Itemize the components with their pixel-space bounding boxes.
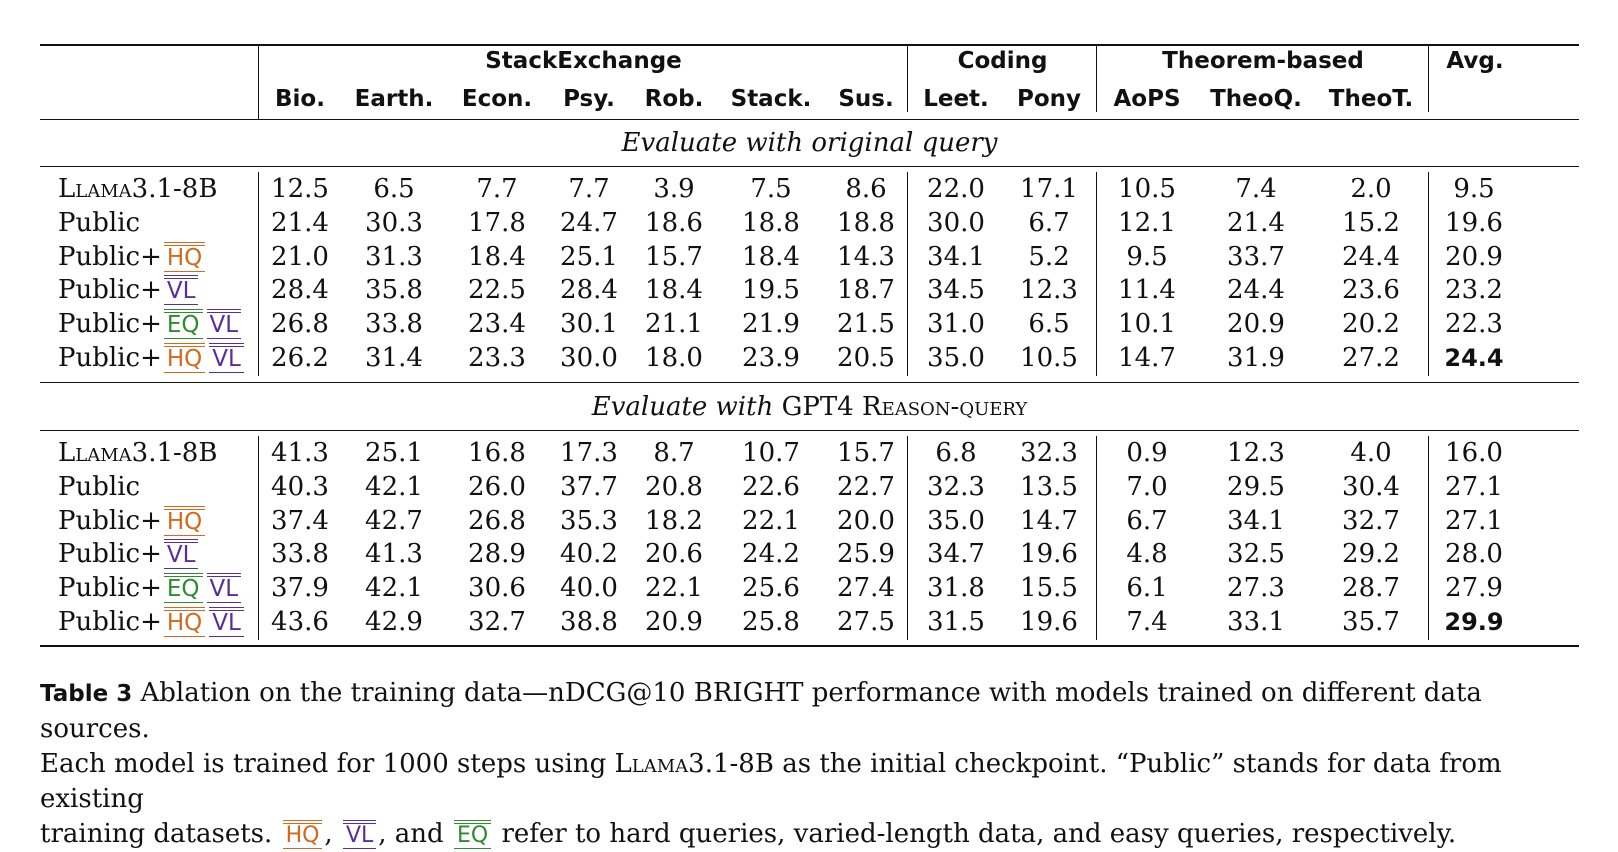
group-coding: Coding — [957, 48, 1048, 74]
section1-title — [40, 126, 1579, 160]
section2-title-text: Evaluate with — [591, 392, 774, 422]
table-cell: 12.1 — [1118, 207, 1176, 238]
table-cell: 18.4 — [468, 241, 526, 272]
caption-tag-vl: VL — [343, 820, 376, 849]
table-cell: 27.4 — [837, 573, 895, 604]
table-cell: 41.3 — [271, 438, 329, 468]
table-cell: 24.2 — [742, 539, 800, 570]
row-label — [58, 470, 140, 505]
table-cell: 20.8 — [645, 471, 703, 502]
table-cell: 30.6 — [468, 573, 526, 604]
table-cell: 16.8 — [468, 438, 526, 468]
row-label-text: Public+ — [58, 607, 162, 637]
table-cell: 20.0 — [837, 505, 895, 536]
caption-sep-2: , and — [378, 819, 444, 849]
table-cell: 20.5 — [837, 343, 895, 373]
table-cell: 19.6 — [1020, 607, 1078, 637]
column-header: Pony — [1016, 86, 1082, 112]
table-cell: 20.9 — [1227, 309, 1285, 340]
row-label — [58, 341, 246, 376]
table-row — [0, 537, 1618, 572]
table-cell: 31.8 — [927, 573, 985, 604]
caption-label: Table 3 — [40, 681, 133, 707]
table-cell: 12.5 — [271, 174, 329, 204]
column-header: AoPS — [1113, 86, 1181, 112]
table-cell: 28.9 — [468, 539, 526, 570]
table-cell: 3.9 — [653, 174, 695, 204]
table-cell: 30.1 — [560, 309, 618, 340]
data-tag-hq: HQ — [164, 242, 205, 272]
table-cell: 37.7 — [560, 471, 618, 502]
table-cell: 41.3 — [365, 539, 423, 570]
table-cell: 34.1 — [1227, 505, 1285, 536]
row-label-text: Public — [58, 471, 141, 502]
row-label — [58, 206, 140, 241]
table-cell: 7.5 — [750, 174, 792, 204]
table-cell: 2.0 — [1350, 174, 1392, 204]
table-cell: 42.7 — [365, 505, 423, 536]
table-cell: 23.9 — [742, 343, 800, 373]
table-row — [0, 470, 1618, 505]
table-cell: 7.0 — [1126, 471, 1168, 502]
table-cell: 5.2 — [1028, 241, 1070, 272]
data-tag-eq: EQ — [164, 573, 203, 603]
table-cell: 6.5 — [1028, 309, 1070, 340]
row-label-text: Llama3.1-8B — [58, 174, 218, 204]
avg-cell: 27.9 — [1445, 573, 1503, 604]
table-cell: 31.5 — [927, 607, 985, 637]
table-cell: 24.4 — [1227, 275, 1285, 306]
column-header: Econ. — [461, 86, 533, 112]
avg-cell-best: 29.9 — [1444, 608, 1504, 636]
table-cell: 40.0 — [560, 573, 618, 604]
table-cell: 31.3 — [365, 241, 423, 272]
table-cell: 0.9 — [1126, 438, 1168, 468]
data-tag-vl: VL — [207, 573, 242, 603]
table-cell: 22.7 — [837, 471, 895, 502]
table-cell: 32.7 — [468, 607, 526, 637]
table-cell: 27.5 — [837, 607, 895, 637]
table-cell: 15.5 — [1020, 573, 1078, 604]
table-cell: 35.7 — [1342, 607, 1400, 637]
table-cell: 6.8 — [935, 438, 977, 468]
row-label — [58, 240, 207, 275]
table-row — [0, 172, 1618, 207]
caption-line-3 — [40, 817, 1585, 852]
table-cell: 34.5 — [927, 275, 985, 306]
table-cell: 18.4 — [645, 275, 703, 306]
row-label-text: Public+ — [58, 275, 162, 306]
table-cell: 18.0 — [645, 343, 703, 373]
table-cell: 21.1 — [645, 309, 703, 340]
data-tag-vl: VL — [209, 343, 244, 373]
table-cell: 6.5 — [373, 174, 415, 204]
table-row — [0, 341, 1618, 376]
row-label-text: Llama3.1-8B — [58, 438, 218, 468]
row-label-text: Public — [58, 207, 141, 238]
caption-line-1 — [40, 676, 1585, 747]
bottom-rule — [40, 645, 1579, 647]
table-cell: 27.3 — [1227, 573, 1285, 604]
caption-text-1: Ablation on the training data—nDCG@10 BRIGHT performance with models trained on different data sources. — [40, 678, 1482, 744]
table-cell: 8.6 — [845, 174, 887, 204]
avg-cell: 16.0 — [1445, 438, 1503, 468]
section1-title-text: Evaluate with original query — [621, 128, 998, 158]
table-row — [0, 240, 1618, 275]
table-cell: 42.1 — [365, 573, 423, 604]
table-cell: 9.5 — [1126, 241, 1168, 272]
table-cell: 32.7 — [1342, 505, 1400, 536]
table-cell: 35.0 — [927, 505, 985, 536]
table-cell: 27.2 — [1342, 343, 1400, 373]
table-cell: 15.2 — [1342, 207, 1400, 238]
caption-text-3a: training datasets. — [40, 819, 273, 849]
group-avg: Avg. — [1446, 48, 1504, 74]
table-cell: 7.4 — [1126, 607, 1168, 637]
table-cell: 21.4 — [271, 207, 329, 238]
column-header: Psy. — [563, 86, 615, 112]
table-cell: 10.1 — [1118, 309, 1176, 340]
table-cell: 32.3 — [1020, 438, 1078, 468]
column-header: Sus. — [838, 86, 894, 112]
table-cell: 31.9 — [1227, 343, 1285, 373]
avg-cell: 19.6 — [1445, 207, 1503, 238]
row-label — [58, 504, 207, 539]
table-cell: 17.3 — [560, 438, 618, 468]
caption-text-2b: as the initial checkpoint. “Public” stands for data from existing — [40, 749, 1502, 814]
table-cell: 10.5 — [1020, 343, 1078, 373]
row-label — [58, 571, 243, 606]
row-label-text: Public+ — [58, 241, 162, 272]
avg-cell: 22.3 — [1445, 309, 1503, 340]
data-tag-vl: VL — [207, 309, 242, 339]
table-row — [0, 436, 1618, 471]
caption-text-2a: Each model is trained for 1000 steps using — [40, 749, 607, 779]
table-cell: 26.0 — [468, 471, 526, 502]
table-cell: 25.6 — [742, 573, 800, 604]
table-cell: 11.4 — [1118, 275, 1176, 306]
table-cell: 7.7 — [476, 174, 518, 204]
table-cell: 26.8 — [468, 505, 526, 536]
data-tag-hq: HQ — [164, 506, 205, 536]
table-cell: 28.4 — [271, 275, 329, 306]
table-cell: 42.1 — [365, 471, 423, 502]
column-header: Bio. — [275, 86, 325, 112]
table-cell: 18.2 — [645, 505, 703, 536]
caption-sep-1: , — [324, 819, 333, 849]
table-cell: 23.4 — [468, 309, 526, 340]
table-cell: 28.4 — [560, 275, 618, 306]
column-header: Leet. — [923, 86, 989, 112]
table-cell: 32.3 — [927, 471, 985, 502]
table-cell: 40.3 — [271, 471, 329, 502]
avg-cell: 27.1 — [1445, 471, 1503, 502]
column-header: TheoQ. — [1210, 86, 1302, 112]
table-cell: 30.0 — [560, 343, 618, 373]
table-cell: 23.6 — [1342, 275, 1400, 306]
table-cell: 31.0 — [927, 309, 985, 340]
table-cell: 7.4 — [1235, 174, 1277, 204]
section2-title-rule — [40, 430, 1579, 431]
table-cell: 34.1 — [927, 241, 985, 272]
row-label-text: Public+ — [58, 539, 162, 570]
column-header: Stack. — [730, 86, 812, 112]
table-cell: 15.7 — [645, 241, 703, 272]
section-divider-rule — [40, 382, 1579, 383]
table-cell: 18.4 — [742, 241, 800, 272]
table-cell: 19.6 — [1020, 539, 1078, 570]
table-cell: 40.2 — [560, 539, 618, 570]
table-cell: 25.8 — [742, 607, 800, 637]
table-cell: 18.8 — [742, 207, 800, 238]
table-cell: 20.9 — [645, 607, 703, 637]
table-cell: 4.8 — [1126, 539, 1168, 570]
table-row — [0, 605, 1618, 640]
row-label — [58, 172, 217, 207]
row-label-text: Public+ — [58, 573, 162, 604]
table-row — [0, 571, 1618, 606]
avg-cell: 28.0 — [1445, 539, 1503, 570]
table-cell: 28.7 — [1342, 573, 1400, 604]
table-cell: 35.0 — [927, 343, 985, 373]
table-cell: 32.5 — [1227, 539, 1285, 570]
table-cell: 21.0 — [271, 241, 329, 272]
table-cell: 14.7 — [1118, 343, 1176, 373]
caption-tag-hq: HQ — [283, 820, 323, 849]
caption-model-name: Llama3.1-8B — [614, 749, 774, 779]
table-cell: 25.1 — [365, 438, 423, 468]
table-cell: 23.3 — [468, 343, 526, 373]
table-cell: 37.9 — [271, 573, 329, 604]
table-cell: 14.7 — [1020, 505, 1078, 536]
data-tag-hq: HQ — [164, 607, 205, 637]
data-tag-eq: EQ — [164, 309, 203, 339]
table-cell: 21.5 — [837, 309, 895, 340]
group-theorem: Theorem-based — [1162, 48, 1364, 74]
table-caption — [40, 676, 1585, 852]
table-cell: 8.7 — [653, 438, 695, 468]
table-cell: 25.1 — [560, 241, 618, 272]
table-row — [0, 504, 1618, 539]
column-header: Earth. — [354, 86, 434, 112]
table-cell: 18.6 — [645, 207, 703, 238]
avg-cell-best: 24.4 — [1444, 344, 1504, 372]
table-cell: 43.6 — [271, 607, 329, 637]
table-row — [0, 307, 1618, 342]
table-cell: 31.4 — [365, 343, 423, 373]
table-cell: 38.8 — [560, 607, 618, 637]
row-label-text: Public+ — [58, 343, 162, 373]
table-cell: 29.2 — [1342, 539, 1400, 570]
table-cell: 6.1 — [1126, 573, 1168, 604]
section1-title-rule — [40, 166, 1579, 167]
table-row — [0, 206, 1618, 241]
avg-cell: 27.1 — [1445, 505, 1503, 536]
table-cell: 20.2 — [1342, 309, 1400, 340]
table-cell: 10.7 — [742, 438, 800, 468]
table-cell: 30.4 — [1342, 471, 1400, 502]
table-cell: 13.5 — [1020, 471, 1078, 502]
row-label — [58, 605, 246, 640]
table-cell: 7.7 — [568, 174, 610, 204]
table-cell: 10.5 — [1118, 174, 1176, 204]
table-cell: 33.8 — [365, 309, 423, 340]
table-cell: 12.3 — [1227, 438, 1285, 468]
table-cell: 26.8 — [271, 309, 329, 340]
table-cell: 42.9 — [365, 607, 423, 637]
data-tag-hq: HQ — [164, 343, 205, 373]
section2-title-model: GPT4 Reason-query — [781, 392, 1028, 422]
table-cell: 24.4 — [1342, 241, 1400, 272]
data-tag-vl: VL — [209, 607, 244, 637]
table-cell: 37.4 — [271, 505, 329, 536]
table-cell: 33.8 — [271, 539, 329, 570]
header-rule — [40, 119, 1579, 120]
table-cell: 35.3 — [560, 505, 618, 536]
table-cell: 18.7 — [837, 275, 895, 306]
table-cell: 33.7 — [1227, 241, 1285, 272]
table-cell: 30.0 — [927, 207, 985, 238]
row-label-text: Public+ — [58, 309, 162, 340]
table-cell: 21.9 — [742, 309, 800, 340]
caption-text-3b: refer to hard queries, varied-length data, and easy queries, respectively. — [501, 819, 1457, 849]
table-cell: 35.8 — [365, 275, 423, 306]
table-cell: 33.1 — [1227, 607, 1285, 637]
data-tag-vl: VL — [164, 275, 199, 305]
table-cell: 20.6 — [645, 539, 703, 570]
table-cell: 22.0 — [927, 174, 985, 204]
avg-cell: 23.2 — [1445, 275, 1503, 306]
column-header: Rob. — [644, 86, 704, 112]
table-cell: 17.8 — [468, 207, 526, 238]
table-cell: 24.7 — [560, 207, 618, 238]
table-cell: 21.4 — [1227, 207, 1285, 238]
table-cell: 22.1 — [645, 573, 703, 604]
table-cell: 25.9 — [837, 539, 895, 570]
row-label — [58, 273, 200, 308]
vrule-header-4 — [1428, 46, 1429, 112]
table-cell: 30.3 — [365, 207, 423, 238]
row-label — [58, 436, 217, 471]
table-cell: 6.7 — [1126, 505, 1168, 536]
table-cell: 17.1 — [1020, 174, 1078, 204]
data-tag-vl: VL — [164, 539, 199, 569]
table-cell: 6.7 — [1028, 207, 1070, 238]
section2-title — [40, 390, 1579, 424]
table-cell: 19.5 — [742, 275, 800, 306]
table-cell: 14.3 — [837, 241, 895, 272]
column-header: TheoT. — [1328, 86, 1414, 112]
table-cell: 22.5 — [468, 275, 526, 306]
table-cell: 26.2 — [271, 343, 329, 373]
table-cell: 4.0 — [1350, 438, 1392, 468]
avg-cell: 9.5 — [1453, 174, 1495, 204]
row-label-text: Public+ — [58, 505, 162, 536]
avg-cell: 20.9 — [1445, 241, 1503, 272]
table-cell: 12.3 — [1020, 275, 1078, 306]
table-cell: 22.6 — [742, 471, 800, 502]
caption-line-2 — [40, 747, 1585, 817]
table-cell: 29.5 — [1227, 471, 1285, 502]
table-cell: 15.7 — [837, 438, 895, 468]
row-label — [58, 537, 200, 572]
table-cell: 22.1 — [742, 505, 800, 536]
table-cell: 18.8 — [837, 207, 895, 238]
row-label — [58, 307, 243, 342]
group-stackexchange: StackExchange — [485, 48, 682, 74]
caption-tag-eq: EQ — [454, 820, 491, 849]
table-row — [0, 273, 1618, 308]
table-cell: 34.7 — [927, 539, 985, 570]
